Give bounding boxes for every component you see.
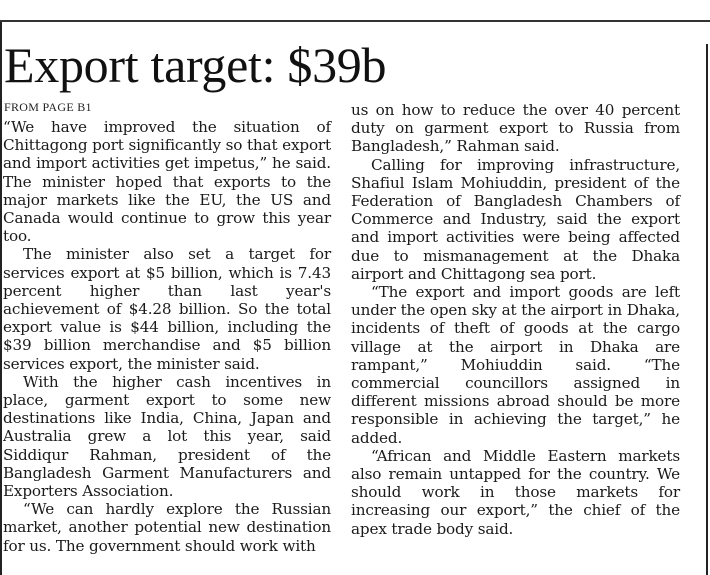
paragraph: “We can hardly explore the Russian market, another potential new destination for us. The government should work with: [3, 500, 331, 555]
paragraph: “We have improved the situation of Chittagong port significantly so that export and import activities get impetus,” he said. The minister hoped that exports to the major markets like the EU, the US and Canada would continue to grow this year too.: [3, 118, 331, 246]
cropped-previous-text: [0, 0, 710, 4]
paragraph: “African and Middle Eastern markets also remain untapped for the country. We should work in those markets for increasing our export,” the chief of the apex trade body said.: [351, 446, 680, 538]
article-headline: Export target: $39b: [4, 37, 387, 93]
top-divider: [0, 20, 710, 22]
left-column-border: [0, 22, 2, 575]
right-column-border: [706, 44, 708, 575]
paragraph: Calling for improving infrastructure, Shafiul Islam Mohiuddin, president of the Federation of Bangladesh Chambers of Commerce and Industry, said the export and import activities were being affected due to mismanagement at the Dhaka airport and Chittagong sea port.: [351, 155, 680, 283]
paragraph: us on how to reduce the over 40 percent duty on garment export to Russia from Bangladesh,” Rahman said.: [351, 101, 680, 156]
dateline: FROM PAGE B1: [4, 100, 92, 114]
right-column: [351, 101, 680, 538]
paragraph: The minister also set a target for services export at $5 billion, which is 7.43 percent higher than last year's achievement of $4.28 billion. So the total export value is $44 billion, including the $39 billion merchandise and $5 billion services export, the minister said.: [3, 245, 331, 373]
left-column: [3, 118, 331, 555]
paragraph: “The export and import goods are left under the open sky at the airport in Dhaka, incidents of theft of goods at the cargo village at the airport in Dhaka are rampant,” Mohiuddin said. “The commercial councillors assigned in different missions abroad should be more responsible in achieving the target,” he added.: [351, 283, 680, 447]
paragraph: With the higher cash incentives in place, garment export to some new destinations like India, China, Japan and Australia grew a lot this year, said Siddiqur Rahman, president of the Bangladesh Garment Manufacturers and Exporters Association.: [3, 372, 331, 501]
